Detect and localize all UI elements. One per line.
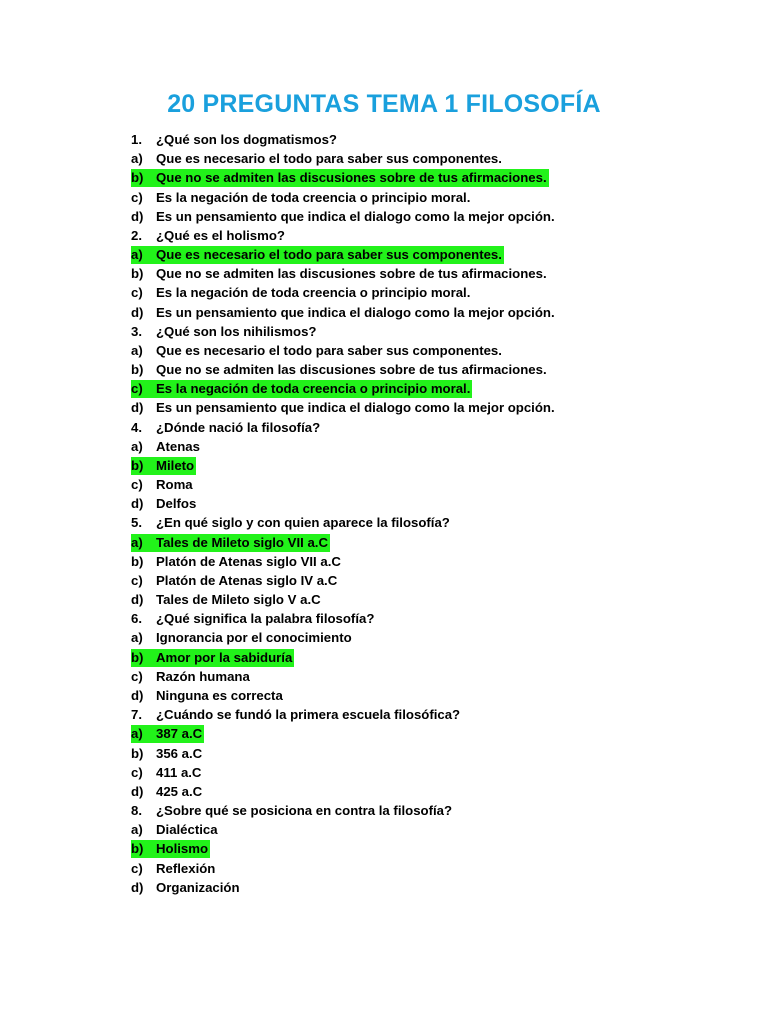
answer-line [131,264,731,283]
question-list [131,130,731,897]
line-content [131,477,193,492]
option-letter: c) [131,477,143,493]
question-line [131,609,731,628]
answer-line-correct [131,245,731,264]
answer-line-correct [131,648,731,667]
question-text: ¿Qué es el holismo? [156,227,285,243]
option-letter: b) [131,841,144,857]
option-text: Que no se admiten las discusiones sobre de tus afirmaciones. [156,362,547,378]
line-content [131,362,547,377]
option-text: Tales de Mileto siglo VII a.C [156,534,328,550]
line-content [131,573,337,588]
option-letter: a) [131,151,143,167]
line-content [131,496,196,511]
question-number: 7. [131,707,142,723]
option-letter: d) [131,592,144,608]
line-content [131,822,218,837]
line-content [131,132,337,147]
line-content [131,228,285,243]
option-text: Es un pensamiento que indica el dialogo como la mejor opción. [156,208,555,224]
line-content [131,688,283,703]
option-text: Ninguna es correcta [156,687,283,703]
answer-line-correct [131,839,731,858]
question-text: ¿En qué siglo y con quien aparece la filosofía? [156,515,450,531]
option-text: 411 a.C [156,764,202,780]
line-content [131,305,555,320]
highlight-mark [131,534,330,552]
option-text: Que es necesario el todo para saber sus componentes. [156,342,502,358]
answer-line [131,590,731,609]
option-letter: a) [131,822,143,838]
question-text: ¿Qué son los dogmatismos? [156,132,337,147]
option-text: Razón humana [156,668,250,684]
highlight-mark [131,457,196,475]
line-content [131,592,321,607]
answer-line [131,552,731,571]
question-text: ¿Qué significa la palabra filosofía? [156,611,375,627]
question-number: 3. [131,323,142,339]
line-content [131,151,502,166]
line-content [131,420,320,435]
answer-line [131,283,731,302]
option-text: Es un pensamiento que indica el dialogo como la mejor opción. [156,400,555,416]
line-content [131,784,202,799]
option-letter: a) [131,342,143,358]
line-content [131,707,460,722]
option-letter: b) [131,457,144,473]
option-letter: d) [131,496,144,512]
answer-line [131,878,731,897]
line-content [131,803,452,818]
answer-line [131,360,731,379]
option-text: Platón de Atenas siglo VII a.C [156,553,341,569]
page-title: 20 PREGUNTAS TEMA 1 FILOSOFÍA [167,90,601,118]
question-text: ¿Dónde nació la filosofía? [156,419,321,435]
option-letter: b) [131,745,144,761]
answer-line [131,188,731,207]
question-text: ¿Cuándo se fundó la primera escuela filosófica? [156,707,461,723]
answer-line [131,398,731,417]
option-letter: a) [131,630,143,646]
option-letter: d) [131,879,144,895]
line-content [131,266,547,281]
option-letter: c) [131,764,143,780]
answer-line-correct [131,724,731,743]
answer-line [131,686,731,705]
line-content [131,400,555,415]
question-line [131,130,731,149]
line-content [131,439,200,454]
answer-line [131,494,731,513]
option-letter: c) [131,668,143,684]
option-letter: c) [131,572,143,588]
option-text: Es la negación de toda creencia o principio moral. [156,381,471,397]
answer-line-correct [131,379,731,398]
option-text: 356 a.C [156,745,203,761]
option-text: Amor por la sabiduría [156,649,293,665]
answer-line [131,744,731,763]
option-text: Atenas [156,438,200,454]
line-content [131,746,202,761]
option-text: Organización [156,879,240,895]
answer-line [131,207,731,226]
line-content [131,669,250,684]
option-letter: a) [131,726,143,742]
question-line [131,418,731,437]
question-line [131,801,731,820]
option-text: Que es necesario el todo para saber sus componentes. [156,151,502,167]
answer-line-correct [131,533,731,552]
answer-line [131,859,731,878]
option-letter: a) [131,247,143,263]
line-content [131,190,470,205]
question-text: ¿Qué son los nihilismos? [156,323,317,339]
question-number: 4. [131,419,142,435]
option-letter: a) [131,534,143,550]
option-letter: d) [131,208,144,224]
question-number: 2. [131,227,142,243]
highlight-mark [131,649,294,667]
option-letter: d) [131,304,144,320]
question-line [131,705,731,724]
option-text: Que no se admiten las discusiones sobre de tus afirmaciones. [156,266,547,282]
option-text: Roma [156,477,193,493]
line-content [131,554,341,569]
answer-line [131,628,731,647]
highlight-mark [131,840,210,858]
answer-line [131,667,731,686]
option-text: 387 a.C [156,726,203,742]
answer-line [131,475,731,494]
line-content [131,861,215,876]
option-text: Es un pensamiento que indica el dialogo como la mejor opción. [156,304,555,320]
option-text: Que es necesario el todo para saber sus componentes. [156,247,502,263]
line-content [131,209,555,224]
answer-line [131,341,731,360]
highlight-mark [131,725,204,743]
option-letter: b) [131,649,144,665]
line-content [131,630,352,645]
option-text: Platón de Atenas siglo IV a.C [156,572,338,588]
option-letter: b) [131,170,144,186]
line-content [131,515,450,530]
option-letter: a) [131,438,143,454]
line-content [131,343,502,358]
option-text: Es la negación de toda creencia o principio moral. [156,189,471,205]
question-line [131,322,731,341]
line-content [131,324,316,339]
answer-line-correct [131,168,731,187]
line-content [131,880,240,895]
answer-line [131,437,731,456]
option-letter: b) [131,362,144,378]
question-number: 5. [131,515,142,531]
answer-line [131,571,731,590]
question-number: 1. [131,132,142,147]
line-content [131,765,201,780]
option-letter: c) [131,189,143,205]
answer-line-correct [131,456,731,475]
highlight-mark [131,246,504,264]
option-letter: d) [131,687,144,703]
option-letter: b) [131,553,144,569]
line-content [131,611,374,626]
answer-line [131,149,731,168]
option-text: Tales de Mileto siglo V a.C [156,592,321,608]
question-line [131,226,731,245]
answer-line [131,763,731,782]
answer-line [131,820,731,839]
option-text: Ignorancia por el conocimiento [156,630,352,646]
line-content [131,285,470,300]
question-line [131,513,731,532]
option-text: Es la negación de toda creencia o principio moral. [156,285,471,301]
question-number: 8. [131,803,142,819]
option-text: Holismo [156,841,209,857]
option-letter: b) [131,266,144,282]
question-text: ¿Sobre qué se posiciona en contra la filosofía? [156,803,453,819]
answer-line [131,303,731,322]
option-text: Mileto [156,457,195,473]
highlight-mark [131,169,549,187]
option-text: Delfos [156,496,197,512]
option-text: Que no se admiten las discusiones sobre de tus afirmaciones. [156,170,547,186]
option-letter: c) [131,285,143,301]
answer-line [131,782,731,801]
option-text: Reflexión [156,860,216,876]
question-number: 6. [131,611,142,627]
option-text: 425 a.C [156,783,203,799]
highlight-mark [131,380,472,398]
option-text: Dialéctica [156,822,218,838]
option-letter: c) [131,860,143,876]
option-letter: d) [131,400,144,416]
option-letter: c) [131,381,143,397]
option-letter: d) [131,783,144,799]
